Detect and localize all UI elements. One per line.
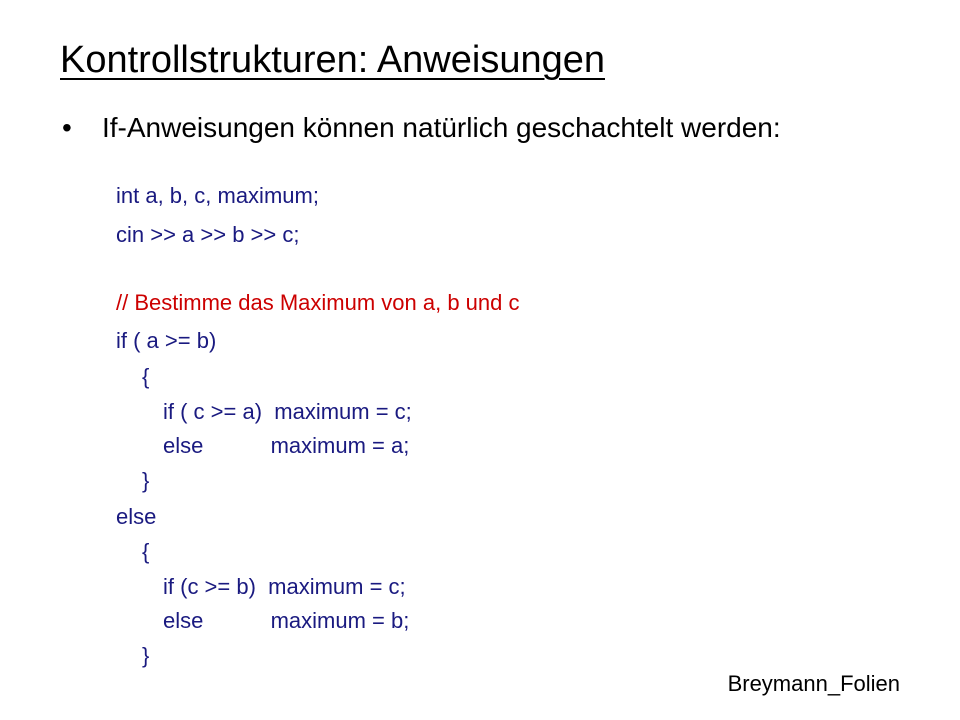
bullet-icon: •: [62, 112, 72, 143]
code-line-input: cin >> a >> b >> c;: [116, 222, 300, 247]
slide-title: Kontrollstrukturen: Anweisungen: [60, 39, 605, 81]
code-line-inner-else: else maximum = b;: [163, 608, 410, 633]
code-line-comment: // Bestimme das Maximum von a, b und c: [116, 290, 520, 315]
footer-credit: Breymann_Folien: [727, 671, 900, 696]
code-line-if: if ( a >= b): [116, 328, 217, 353]
code-line-close-brace: }: [142, 468, 150, 493]
code-line-open-brace: {: [142, 539, 150, 564]
code-line-else: else: [116, 504, 157, 529]
code-line-open-brace: {: [142, 364, 150, 389]
code-line-inner-if: if (c >= b) maximum = c;: [163, 574, 406, 599]
code-line-inner-else: else maximum = a;: [163, 433, 410, 458]
code-line-inner-if: if ( c >= a) maximum = c;: [163, 399, 412, 424]
code-line-declaration: int a, b, c, maximum;: [116, 183, 319, 208]
code-line-close-brace: }: [142, 643, 150, 668]
bullet-text: If-Anweisungen können natürlich geschachtelt werden:: [102, 112, 781, 143]
